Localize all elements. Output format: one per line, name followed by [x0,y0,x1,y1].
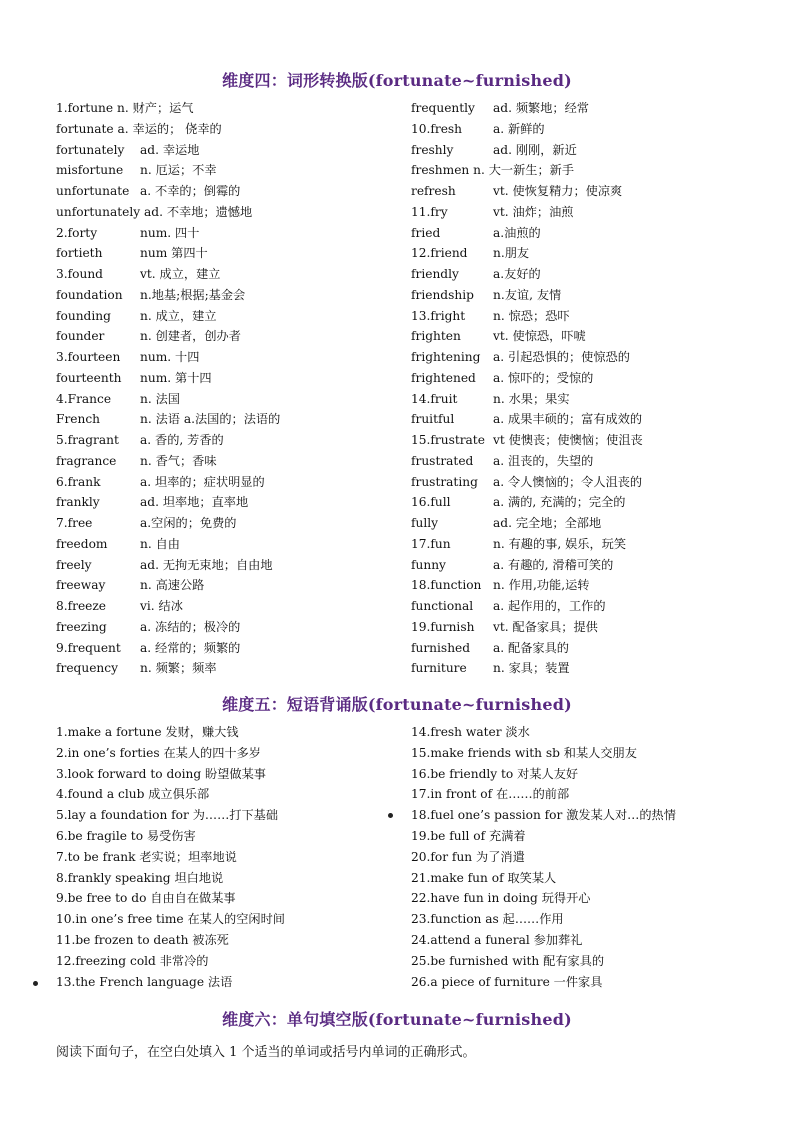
vocab-word: frequency [56,661,118,676]
vocab-row [411,451,771,472]
phrase-item: 26.a piece of furniture 一件家具 [411,974,603,989]
section5-title: 维度五：短语背诵版(fortunate~furnished) [222,695,572,714]
vocab-definition: n. 厄运；不幸 [140,163,217,178]
vocab-word: 19.furnish [411,619,475,634]
vocab-definition: n. 高速公路 [140,578,205,593]
phrase-item: 19.be full of 充满着 [411,828,526,843]
vocab-definition: vt. 使惊恐，吓唬 [493,329,586,344]
vocab-definition: a. 配备家具的 [493,640,569,655]
vocab-word: freshly [411,142,454,157]
vocab-definition: a. 令人懊恼的；令人沮丧的 [493,474,643,489]
vocab-row [56,658,396,679]
vocab-word: freeway [56,578,106,593]
vocab-word: 14.fruit [411,391,458,406]
vocab-word: fortunately [56,142,125,157]
vocab-row [411,389,771,410]
vocab-row [411,492,771,513]
vocab-word: fragrance [56,453,117,468]
vocab-row [411,160,771,181]
section5-left-column [56,722,396,992]
vocab-word: 15.frustrate [411,433,485,447]
vocab-row [56,638,396,659]
vocab-definition: vt. 成立，建立 [140,267,221,281]
vocab-definition: n. 法国 [140,391,180,406]
phrase-item: 15.make friends with sb 和某人交朋友 [411,745,637,760]
vocab-definition: n. 惊恐；恐吓 [493,308,570,323]
vocab-word: furnished [411,640,471,655]
vocab-row [56,472,396,493]
vocab-word: 18.function [411,578,482,593]
vocab-word: 10.fresh [411,121,463,136]
phrase-item: 17.in front of 在……的前部 [411,787,570,802]
phrase-item: 13.the French language 法语 [56,974,233,989]
vocab-word: furniture [411,661,467,676]
vocab-row [56,306,396,327]
vocab-definition: n. 自由 [140,536,180,551]
vocab-word: refresh [411,184,456,198]
vocab-row [56,98,396,119]
vocab-word: frightened [411,370,476,385]
vocab-row [56,389,396,410]
section4-title: 维度四：词形转换版(fortunate~furnished) [222,71,572,90]
vocab-word: freshmen n. 大一新生；新手 [411,163,575,178]
vocab-row [411,638,771,659]
vocab-word: frustrated [411,453,474,468]
vocab-row [411,347,771,368]
vocab-row [56,409,396,430]
vocab-definition: a. 引起恐惧的；使惊恐的 [493,350,630,364]
vocab-word: frankly [56,495,100,510]
vocab-definition: num. 四十 [140,225,200,240]
vocab-row [56,285,396,306]
vocab-definition: vt. 油炸；油煎 [493,204,574,219]
vocab-word: friendly [411,267,459,281]
phrase-item: 6.be fragile to 易受伤害 [56,828,196,843]
vocab-word: 11.fry [411,204,448,219]
vocab-row [411,202,771,223]
vocab-definition: n. 频繁；频率 [140,661,217,676]
vocab-row [56,347,396,368]
vocab-row [411,513,771,534]
section6-title: 维度六：单句填空版(fortunate~furnished) [222,1010,572,1029]
vocab-row [411,264,771,285]
phrase-item: 4.found a club 成立俱乐部 [56,787,210,802]
vocab-row [56,534,396,555]
instruction-text: 阅读下面句子，在空白处填入 1 个适当的单词或括号内单词的正确形式。 [56,1045,476,1060]
vocab-row [411,326,771,347]
vocab-row [411,555,771,576]
vocab-word: French [56,412,101,427]
vocab-row [411,575,771,596]
vocab-definition: a. 成果丰硕的；富有成效的 [493,412,643,427]
phrase-item: 10.in one’s free time 在某人的空闲时间 [56,912,285,927]
vocab-row [56,555,396,576]
phrase-item: 8.frankly speaking 坦白地说 [56,870,224,885]
vocab-definition: n.朋友 [493,246,530,261]
vocab-row [56,326,396,347]
vocab-row [411,368,771,389]
phrase-item: 14.fresh water 淡水 [411,725,530,739]
phrase-item: 2.in one’s forties 在某人的四十多岁 [56,745,261,760]
phrase-item: 24.attend a funeral 参加葬礼 [411,932,583,947]
vocab-word: friendship [411,287,474,302]
vocab-definition: vt. 配备家具；提供 [493,619,598,634]
vocab-row [56,513,396,534]
vocab-word: founder [56,329,105,344]
vocab-definition: a. 有趣的, 滑稽可笑的 [493,557,614,572]
phrase-item: 3.look forward to doing 盼望做某事 [56,766,266,781]
vocab-definition: num. 第十四 [140,370,212,385]
vocab-row [411,181,771,202]
vocab-row [56,181,396,202]
vocab-word: 1.fortune n. 财产；运气 [56,101,194,115]
list-bullet [388,813,393,818]
vocab-row [56,596,396,617]
vocab-word: fully [411,516,439,530]
phrase-item: 11.be frozen to death 被冻死 [56,932,229,947]
vocab-definition: a.空闲的；免费的 [140,516,237,530]
vocab-definition: a. 新鲜的 [493,121,545,136]
vocab-word: 17.fun [411,536,451,551]
phrase-item: 18.fuel one’s passion for 激发某人对…的热情 [411,808,676,823]
phrase-item: 1.make a fortune 发财，赚大钱 [56,725,239,739]
phrase-item: 25.be furnished with 配有家具的 [411,953,605,968]
vocab-row [411,430,771,451]
section4-left-column [56,98,396,679]
vocab-row [56,492,396,513]
vocab-word: unfortunately ad. 不幸地；遗憾地 [56,204,253,219]
vocab-word: 9.frequent [56,640,121,655]
vocab-definition: ad. 频繁地；经常 [493,101,589,115]
vocab-row [411,98,771,119]
vocab-definition: n. 香气；香味 [140,453,217,468]
vocab-row [411,409,771,430]
vocab-word: 2.forty [56,225,98,240]
phrase-item: 12.freezing cold 非常冷的 [56,953,209,968]
vocab-row [56,617,396,638]
vocab-row [411,223,771,244]
vocab-row [411,472,771,493]
vocab-word: freely [56,557,92,572]
vocab-word: functional [411,599,474,613]
vocab-definition: a. 满的, 充满的；完全的 [493,495,626,510]
vocab-row [411,119,771,140]
vocab-definition: ad. 无拘无束地；自由地 [140,557,273,572]
vocab-row [56,430,396,451]
vocab-row [411,658,771,679]
vocab-definition: n.友谊, 友情 [493,287,562,302]
vocab-word: 6.frank [56,474,101,489]
vocab-word: 8.freeze [56,599,107,613]
vocab-word: fortunate a. 幸运的； 侥幸的 [56,121,222,136]
vocab-word: 5.fragrant [56,433,119,447]
vocab-definition: num 第四十 [140,246,208,261]
vocab-word: 12.friend [411,246,468,261]
vocab-definition: n. 创建者，创办者 [140,329,241,344]
vocab-row [411,617,771,638]
vocab-word: fruitful [411,412,455,427]
vocab-definition: a. 冻结的；极冷的 [140,619,241,634]
vocab-word: 13.fright [411,308,466,323]
phrase-item: 23.function as 起……作用 [411,912,564,927]
vocab-word: 4.France [56,391,112,406]
vocab-row [411,306,771,327]
vocab-row [411,534,771,555]
vocab-definition: a. 经常的；频繁的 [140,640,241,655]
vocab-row [411,596,771,617]
vocab-row [56,223,396,244]
vocab-word: fried [411,225,441,240]
vocab-definition: n. 水果；果实 [493,391,570,406]
vocab-definition: ad. 完全地；全部地 [493,516,602,530]
vocab-word: freedom [56,536,108,551]
vocab-row [56,368,396,389]
vocab-definition: a. 起作用的，工作的 [493,599,606,613]
vocab-definition: a. 惊吓的；受惊的 [493,370,594,385]
phrase-item: 5.lay a foundation for 为……打下基础 [56,808,279,823]
vocab-definition: ad. 刚刚，新近 [493,142,577,157]
vocab-definition: vt 使懊丧；使懊恼；使沮丧 [493,433,643,447]
phrase-item: 20.for fun 为了消遣 [411,849,525,864]
vocab-definition: ad. 幸运地 [140,142,200,157]
phrase-item: 7.to be frank 老实说；坦率地说 [56,849,237,864]
vocab-row [56,140,396,161]
vocab-row [56,160,396,181]
vocab-definition: n. 法语 a.法国的；法语的 [140,412,281,427]
vocab-definition: num. 十四 [140,350,200,364]
vocab-word: frustrating [411,474,478,489]
phrase-item: 9.be free to do 自由自在做某事 [56,891,236,906]
vocab-word: fourteenth [56,370,122,385]
vocab-row [411,285,771,306]
vocab-word: unfortunate [56,184,130,198]
vocab-word: 16.full [411,495,451,510]
vocab-definition: n. 有趣的事, 娱乐，玩笑 [493,536,627,551]
vocab-row [56,264,396,285]
vocab-word: frighten [411,329,461,344]
vocab-word: freezing [56,619,107,634]
vocab-row [411,140,771,161]
vocab-row [56,119,396,140]
vocab-definition: a. 不幸的；倒霉的 [140,184,241,198]
section5-right-column [411,722,781,992]
phrase-item: 16.be friendly to 对某人友好 [411,766,579,781]
vocab-definition: vt. 使恢复精力；使凉爽 [493,184,623,198]
vocab-definition: a. 坦率的；症状明显的 [140,474,265,489]
vocab-word: foundation [56,287,123,302]
vocab-definition: a.油煎的 [493,225,541,240]
vocab-definition: a. 香的, 芳香的 [140,433,224,447]
vocab-row [56,451,396,472]
vocab-definition: a.友好的 [493,267,541,281]
vocab-definition: vi. 结冰 [140,599,183,613]
vocab-row [56,575,396,596]
phrase-item: 22.have fun in doing 玩得开心 [411,891,591,906]
phrase-item: 21.make fun of 取笑某人 [411,870,557,885]
vocab-word: founding [56,308,111,323]
vocab-word: funny [411,557,446,572]
vocab-row [56,243,396,264]
vocab-word: 7.free [56,516,93,530]
vocab-definition: ad. 坦率地；直率地 [140,495,249,510]
vocab-definition: a. 沮丧的，失望的 [493,453,594,468]
vocab-word: misfortune [56,163,124,178]
vocab-word: fortieth [56,246,103,261]
vocab-definition: n.地基;根据;基金会 [140,287,246,302]
vocab-row [411,243,771,264]
list-bullet [33,981,38,986]
vocab-word: 3.found [56,267,103,281]
section4-right-column [411,98,771,679]
vocab-word: frightening [411,350,481,364]
vocab-row [56,202,396,223]
vocab-word: frequently [411,101,475,115]
vocab-definition: n. 作用,功能,运转 [493,578,590,593]
vocab-definition: n. 成立，建立 [140,308,217,323]
vocab-word: 3.fourteen [56,350,121,364]
vocab-definition: n. 家具；装置 [493,661,570,676]
